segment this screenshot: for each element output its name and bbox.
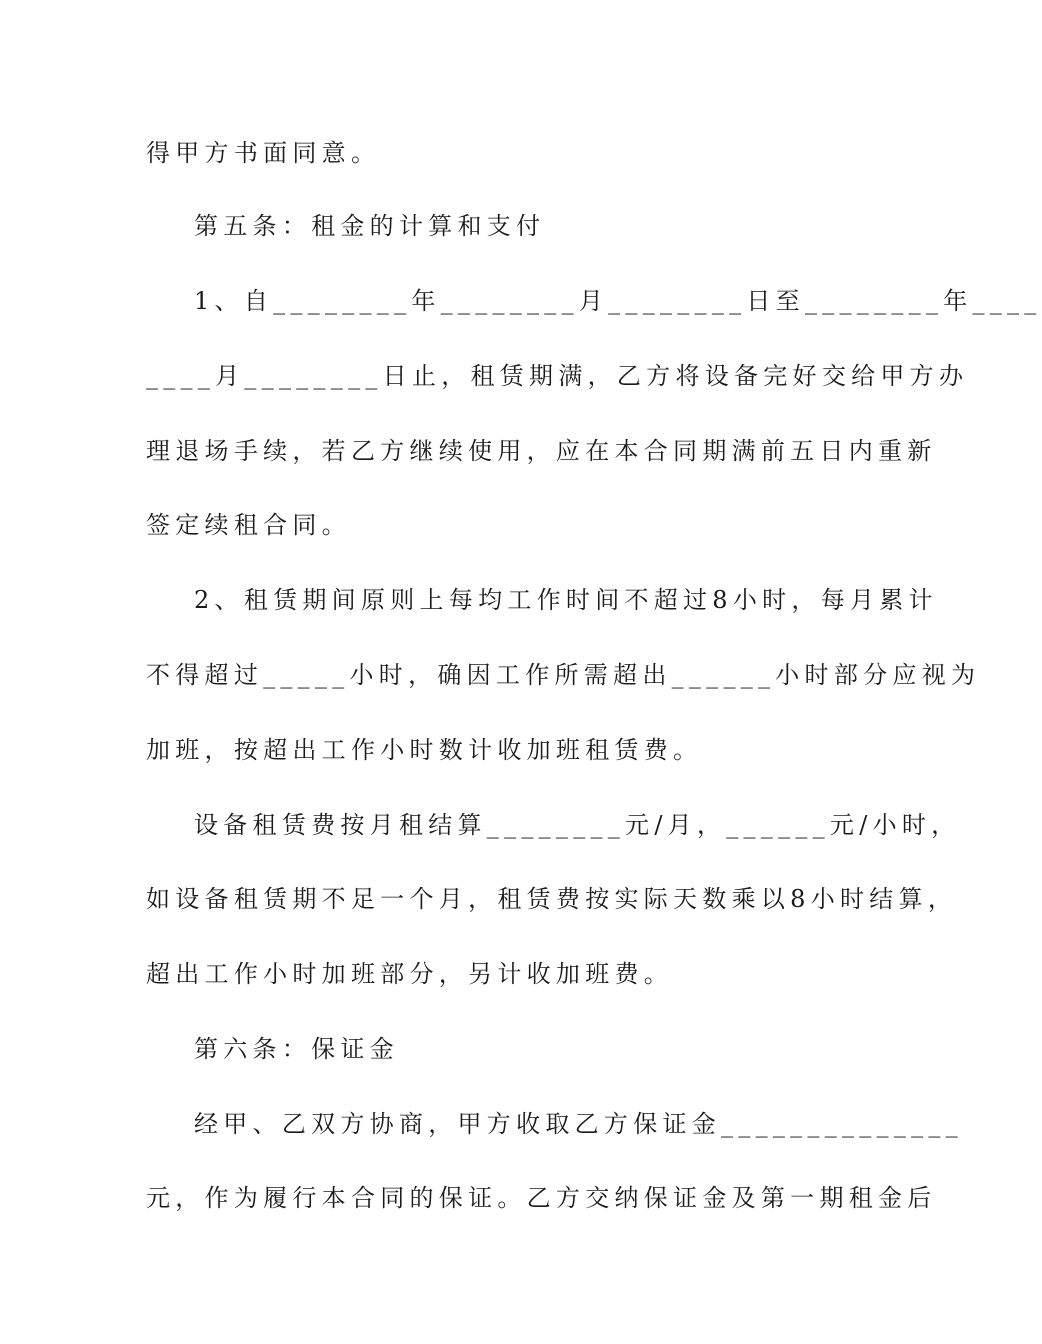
text-line: 设备租赁费按月租结算________元/月，______元/小时， bbox=[194, 811, 961, 839]
text-line: ____月________日止，租赁期满，乙方将设备完好交给甲方办 bbox=[146, 362, 969, 390]
section-heading: 第五条：租金的计算和支付 bbox=[194, 212, 546, 240]
text-line: 如设备租赁期不足一个月，租赁费按实际天数乘以8小时结算， bbox=[146, 885, 958, 913]
text-line: 理退场手续，若乙方继续使用，应在本合同期满前五日内重新 bbox=[146, 437, 937, 465]
section-heading: 第六条：保证金 bbox=[194, 1035, 399, 1063]
text-line: 2、租赁期间原则上每均工作时间不超过8小时，每月累计 bbox=[194, 586, 938, 614]
text-line: 加班，按超出工作小时数计收加班租赁费。 bbox=[146, 736, 703, 764]
text-line: 签定续租合同。 bbox=[146, 511, 351, 539]
text-line: 得甲方书面同意。 bbox=[146, 139, 381, 167]
text-line: 元，作为履行本合同的保证。乙方交纳保证金及第一期租金后 bbox=[146, 1184, 937, 1212]
text-line: 1、自________年________月________日至________年____ bbox=[194, 287, 1042, 315]
text-line: 超出工作小时加班部分，另计收加班费。 bbox=[146, 960, 674, 988]
text-line: 经甲、乙双方协商，甲方收取乙方保证金______________ bbox=[194, 1110, 963, 1138]
text-line: 不得超过_____小时，确因工作所需超出______小时部分应视为 bbox=[146, 661, 981, 689]
